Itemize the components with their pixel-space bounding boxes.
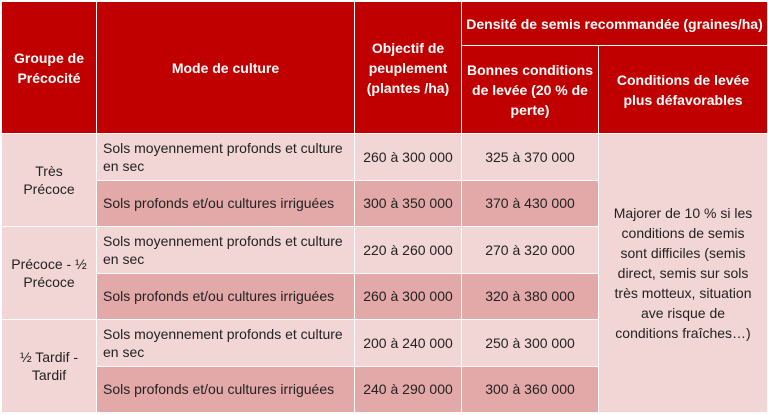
table-body <box>2 134 768 413</box>
group-label: ½ Tardif - Tardif <box>2 320 97 413</box>
mode-cell: Sols moyennement profonds et culture en sec <box>97 134 355 181</box>
objectif-cell: 260 à 300 000 <box>355 134 462 181</box>
header-defavorables: Conditions de levée plus défavorables <box>599 46 768 134</box>
objectif-cell: 220 à 260 000 <box>355 227 462 274</box>
bonnes-cell: 325 à 370 000 <box>462 134 599 181</box>
objectif-cell: 300 à 350 000 <box>355 180 462 227</box>
mode-cell: Sols moyennement profonds et culture en sec <box>97 320 355 367</box>
table-header <box>2 2 768 134</box>
table-row <box>2 134 768 181</box>
header-objectif: Objectif de peuplement (plantes /ha) <box>355 2 462 134</box>
objectif-cell: 200 à 240 000 <box>355 320 462 367</box>
bonnes-cell: 320 à 380 000 <box>462 273 599 320</box>
header-mode: Mode de culture <box>97 2 355 134</box>
defavorables-note: Majorer de 10 % si les conditions de semis sont difficiles (semis direct, semis sur sols très motteux, situation ave risque de conditions fraîches…) <box>599 134 768 413</box>
mode-cell: Sols profonds et/ou cultures irriguées <box>97 180 355 227</box>
mode-cell: Sols moyennement profonds et culture en sec <box>97 227 355 274</box>
header-densite: Densité de semis recommandée (graines/ha) <box>462 2 768 46</box>
bonnes-cell: 370 à 430 000 <box>462 180 599 227</box>
bonnes-cell: 250 à 300 000 <box>462 320 599 367</box>
group-label: Précoce - ½ Précoce <box>2 227 97 320</box>
group-label: Très Précoce <box>2 134 97 227</box>
objectif-cell: 260 à 300 000 <box>355 273 462 320</box>
bonnes-cell: 300 à 360 000 <box>462 366 599 413</box>
objectif-cell: 240 à 290 000 <box>355 366 462 413</box>
mode-cell: Sols profonds et/ou cultures irriguées <box>97 273 355 320</box>
header-groupe: Groupe de Précocité <box>2 2 97 134</box>
seeding-density-table <box>1 1 768 413</box>
header-bonnes: Bonnes conditions de levée (20 % de perte) <box>462 46 599 134</box>
mode-cell: Sols profonds et/ou cultures irriguées <box>97 366 355 413</box>
bonnes-cell: 270 à 320 000 <box>462 227 599 274</box>
